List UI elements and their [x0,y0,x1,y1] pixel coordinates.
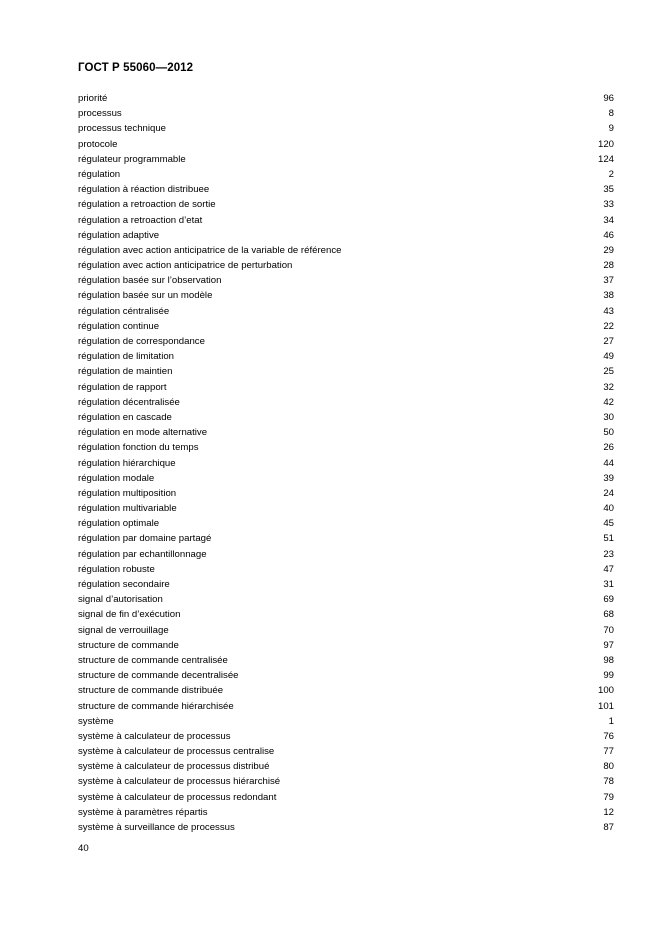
index-term: régulation céntralisée [78,305,170,317]
index-term: régulation basée sur un modèle [78,290,213,302]
index-term: priorité [78,93,108,104]
index-page-ref: 25 [603,366,614,378]
index-entry [78,410,614,425]
index-term: régulation basée sur l’observation [78,275,222,287]
index-entry [78,425,614,440]
index-term: régulation avec action anticipatrice de perturbation [78,260,293,272]
index-page-ref: 27 [603,336,614,347]
index-entry [78,228,614,243]
index-page-ref: 101 [597,700,614,712]
index-term: signal de verrouillage [78,624,169,636]
index-page-ref: 77 [603,746,614,758]
index-term: régulation par domaine partagé [78,533,212,545]
index-page-ref: 33 [603,199,614,211]
index-entry [78,334,614,349]
page-number: 40 [78,843,89,854]
index-entry [78,471,614,486]
index-page-ref: 32 [603,381,614,393]
index-page-ref: 30 [603,411,614,423]
index-term: système à calculateur de processus centralise [78,746,275,758]
index-term: protocole [78,138,118,150]
index-term: régulation modale [78,472,155,484]
index-entry [78,531,614,546]
index-entry [78,182,614,197]
index-entry [78,395,614,410]
index-entry [78,213,614,228]
document-header: ГОСТ Р 55060—2012 [78,62,194,74]
index-term: régulation de rapport [78,381,167,393]
index-term: signal de fin d’exécution [78,609,181,621]
index-term: régulation en cascade [78,411,172,423]
index-term: régulation décentralisée [78,396,180,408]
index-entry [78,592,614,607]
index-term: régulation fonction du temps [78,442,199,454]
index-entry [78,243,614,258]
index-page-ref: 51 [603,533,614,545]
index-entry [78,653,614,668]
index-term: système à calculateur de processus hiérarchisé [78,776,281,788]
index-term: régulation multiposition [78,487,177,499]
index-page-ref: 37 [603,275,614,287]
index-page-ref: 2 [608,168,614,180]
index-entry [78,137,614,152]
index-page-ref: 40 [603,503,614,515]
index-term: régulation secondaire [78,579,170,590]
index-term: système à surveillance de processus [78,822,235,833]
index-term: processus technique [78,123,166,135]
index-term: régulation a retroaction d’etat [78,214,203,226]
index-page-ref: 45 [603,518,614,530]
index-entry [78,759,614,774]
index-entry [78,273,614,288]
index-term: régulation robuste [78,563,155,575]
index-page-ref: 49 [603,351,614,363]
index-entry [78,501,614,516]
index-entry [78,106,614,121]
index-term: structure de commande centralisée [78,654,228,666]
index-entry [78,547,614,562]
index-term: régulation à réaction distribuee [78,184,210,196]
index-term: structure de commande distribuée [78,685,224,697]
index-page-ref: 100 [597,685,614,697]
index-term: système à paramètres répartis [78,806,208,818]
index-entry [78,486,614,501]
index-term: régulation optimale [78,518,160,530]
index-page-ref: 39 [603,472,614,484]
index-entry [78,699,614,714]
index-term: régulation de correspondance [78,336,205,347]
index-term: système à calculateur de processus [78,730,231,742]
index-list [78,91,614,835]
index-term: régulation par echantillonnage [78,548,207,560]
index-entry [78,121,614,136]
index-entry [78,790,614,805]
index-term: régulation [78,168,121,180]
index-term: régulation hiérarchique [78,457,176,469]
index-entry [78,304,614,319]
index-entry [78,91,614,106]
index-term: processus [78,108,122,120]
index-entry [78,683,614,698]
index-entry [78,197,614,212]
index-entry [78,638,614,653]
index-entry [78,774,614,789]
index-entry [78,623,614,638]
index-entry [78,729,614,744]
index-page-ref: 44 [603,457,614,469]
index-term: structure de commande decentralisée [78,670,239,682]
index-page-ref: 47 [603,563,614,575]
index-term: système à calculateur de processus redondant [78,791,277,803]
index-page-ref: 35 [603,184,614,196]
index-page-ref: 43 [603,305,614,317]
index-page-ref: 68 [603,609,614,621]
index-entry [78,258,614,273]
index-page-ref: 42 [603,396,614,408]
index-entry [78,364,614,379]
index-page-ref: 87 [603,822,614,833]
index-entry [78,577,614,592]
index-page-ref: 24 [603,487,614,499]
index-term: structure de commande [78,639,179,651]
index-page-ref: 70 [603,624,614,636]
index-term: système à calculateur de processus distribué [78,761,270,773]
index-entry [78,319,614,334]
index-page-ref: 8 [608,108,614,120]
index-page-ref: 97 [603,639,614,651]
index-page-ref: 120 [597,138,614,150]
index-page-ref: 29 [603,244,614,256]
index-entry [78,167,614,182]
index-page-ref: 9 [608,123,614,135]
index-term: régulation continue [78,320,160,332]
index-page-ref: 26 [603,442,614,454]
index-entry [78,380,614,395]
index-page-ref: 98 [603,654,614,666]
index-entry [78,349,614,364]
index-term: régulation en mode alternative [78,427,208,439]
index-entry [78,714,614,729]
index-page-ref: 34 [603,214,614,226]
index-entry [78,805,614,820]
index-page-ref: 76 [603,730,614,742]
index-entry [78,820,614,835]
index-page-ref: 1 [608,715,614,727]
index-entry [78,288,614,303]
index-page-ref: 50 [603,427,614,439]
index-entry [78,744,614,759]
index-entry [78,607,614,622]
index-entry [78,668,614,683]
index-term: signal d’autorisation [78,594,163,606]
index-page-ref: 31 [603,579,614,590]
index-page-ref: 46 [603,229,614,241]
index-page-ref: 80 [603,761,614,773]
index-term: régulation de maintien [78,366,173,378]
index-page-ref: 28 [603,260,614,272]
index-page-ref: 12 [603,806,614,818]
index-term: système [78,715,114,727]
index-page-ref: 22 [603,320,614,332]
index-term: régulation a retroaction de sortie [78,199,216,211]
index-entry [78,456,614,471]
index-term: régulation avec action anticipatrice de la variable de référence [78,244,342,256]
index-term: structure de commande hiérarchisée [78,700,234,712]
index-page-ref: 78 [603,776,614,788]
index-term: régulation de limitation [78,351,174,363]
index-term: régulation adaptive [78,229,160,241]
index-page-ref: 23 [603,548,614,560]
index-term: régulateur programmable [78,153,186,165]
index-page-ref: 124 [597,153,614,165]
index-page-ref: 69 [603,594,614,606]
index-term: régulation multivariable [78,503,177,515]
index-entry [78,516,614,531]
index-page-ref: 99 [603,670,614,682]
index-entry [78,440,614,455]
index-page-ref: 79 [603,791,614,803]
index-page-ref: 38 [603,290,614,302]
index-page-ref: 96 [603,93,614,104]
index-entry [78,562,614,577]
index-entry [78,152,614,167]
